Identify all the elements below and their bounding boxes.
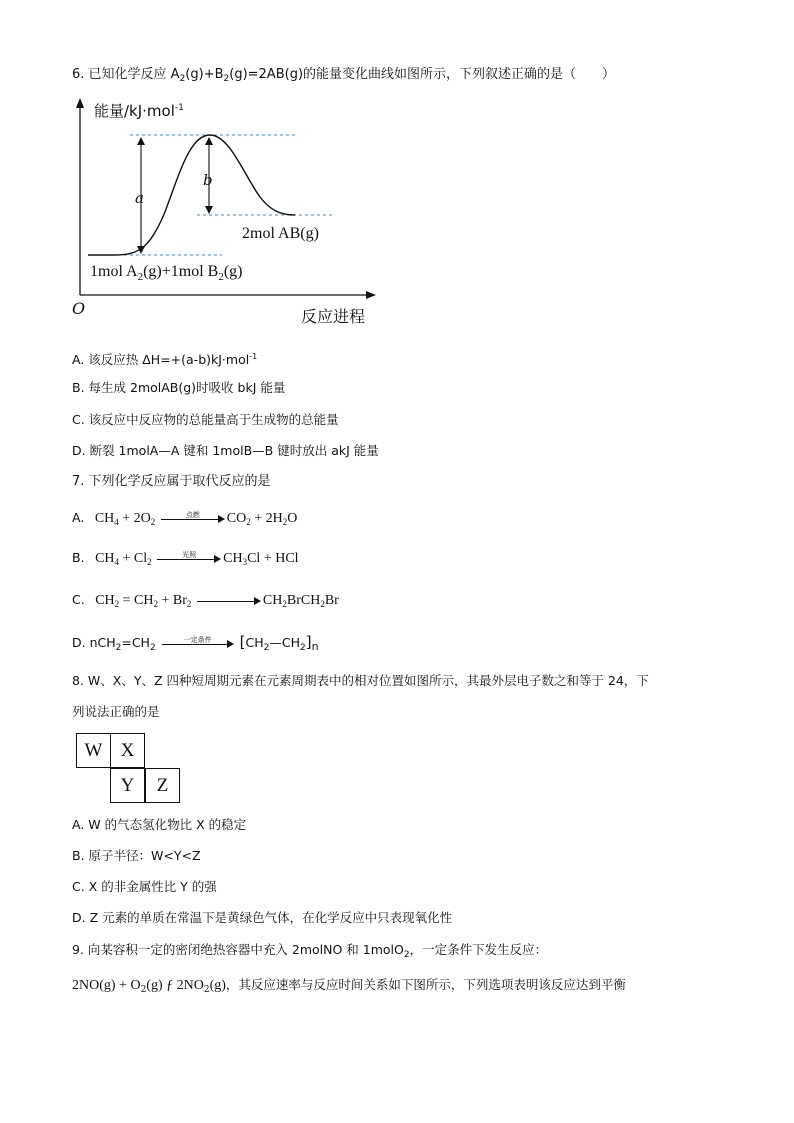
reactant-label-a: 1mol A [90,263,138,280]
q6-option-a [72,348,257,369]
arrow-a-head-up [137,137,145,145]
reactant-sub-2: 2 [218,271,224,283]
y-axis-label [94,102,184,120]
reaction-condition: 点燃 [185,510,200,519]
q7-option-d-label: D. nCH [72,635,116,650]
q9-equation-c: (g) [209,978,226,993]
q6-option-b: B. 每生成 2molAB(g)时吸收 bkJ 能量 [72,380,286,395]
q8-stem-line1: 8. W、X、Y、Z 四种短周期元素在元素周期表中的相对位置如图所示，其最外层电子数之和等于 24，下 [72,673,649,688]
q9-stem-line2: $2NO(g) + O_2(g)$ ƒ $2NO_2(g)$，其反应速率与反应时间关系如下图所示，下列选项表明该反应达到平衡 [72,977,626,995]
sub: 2 [179,74,186,84]
q7-option-a-label: A. [72,510,85,525]
origin-label: O [72,299,86,318]
energy-diagram [70,92,390,332]
reaction-arrow [197,594,261,608]
reaction-arrow [162,637,234,651]
q9-equation-a: 2NO(g) + O [72,978,141,993]
cell-y: Y [110,768,145,803]
q8-stem-line2: 列说法正确的是 [72,704,160,719]
q7-option-c: C. $CH_2 = CH_2 + Br_2$ $CH_2BrCH_2Br$ [72,592,339,609]
q6-stem-a: 6. 已知化学反应 A [72,67,180,82]
cell-x: X [110,733,145,768]
x-axis-label: 反应进程 [301,307,366,326]
q6-option-a-sup: -1 [249,352,258,361]
q8-option-c: C. X 的非金属性比 Y 的强 [72,879,217,894]
reaction-condition: 一定条件 [183,635,212,644]
periodic-table-fragment [76,733,186,805]
y-axis-label-sup: -1 [174,103,184,113]
product-label: 2mol AB(g) [242,225,319,242]
q8-option-d: D. Z 元素的单质在常温下是黄绿色气体，在化学反应中只表现氧化性 [72,910,453,925]
q9-equation-b: (g) ƒ 2NO [146,978,204,993]
reactant-sub-1: 2 [137,271,144,283]
q6-option-d: D. 断裂 1molA—A 键和 1molB—B 键时放出 akJ 能量 [72,443,379,458]
q7-option-d: D. $nCH_2=CH_2$ 一定条件 $[CH_2—CH_2]n$ [72,633,319,657]
q7-option-c-label: C. [72,592,85,607]
q8-option-a: A. W 的气态氢化物比 X 的稳定 [72,817,247,832]
q6-option-c: C. 该反应中反应物的总能量高于生成物的总能量 [72,412,339,427]
q7-stem: 7. 下列化学反应属于取代反应的是 [72,474,271,489]
q9-stem-line1: 9. 向某容积一定的密闭绝热容器中充入 2molNO 和 1molO$_2$，一定条件下发生反应： [72,942,548,960]
q6-stem [72,66,615,88]
q9-stem-line1-a: 9. 向某容积一定的密闭绝热容器中充入 2molNO 和 1molO [72,942,404,957]
y-axis-label-text: 能量/kJ·mol [94,102,175,120]
energy-diagram-svg [70,92,390,332]
arrow-b-head-down [205,206,213,214]
x-axis-arrow [366,291,376,299]
label-b: b [203,171,213,189]
q7-option-b: B. $CH_4 + Cl_2$ 光照 $CH_3Cl$ + HCl [72,549,299,571]
q7-option-b-label: B. [72,550,85,565]
reaction-condition: 光照 [182,550,197,559]
q9-stem-line1-b: ，一定条件下发生反应： [409,942,548,957]
reactant-label-b: (g)+1mol B [143,263,219,280]
y-axis-arrow [76,98,84,108]
label-a: a [135,189,144,207]
reaction-arrow [161,512,225,526]
polymer-n: n [311,640,319,653]
reaction-arrow [157,552,221,566]
co-text: CO [226,511,247,526]
q6-option-a-text: A. 该反应热 ΔH=+(a-b)kJ·mol [72,352,250,367]
sub: 2 [223,74,230,84]
q6-stem-b: (g)+B [185,67,224,82]
cell-w: W [76,733,111,768]
q7-option-a: A. $CH_4 + 2O_2$ 点燃 $CO_2 + 2H_2O$ [72,509,297,531]
arrow-b-head-up [205,137,213,145]
q9-stem-rest: ，其反应速率与反应时间关系如下图所示，下列选项表明该反应达到平衡 [225,977,626,992]
cell-z: Z [145,768,180,803]
reactant-label-c: (g) [223,263,243,280]
q6-stem-c: (g)=2AB(g)的能量变化曲线如图所示，下列叙述正确的是（ ） [229,67,616,82]
ch-text: CH [94,511,115,526]
reactant-label [90,263,242,283]
q8-option-b: B. 原子半径：W<Y<Z [72,848,201,863]
